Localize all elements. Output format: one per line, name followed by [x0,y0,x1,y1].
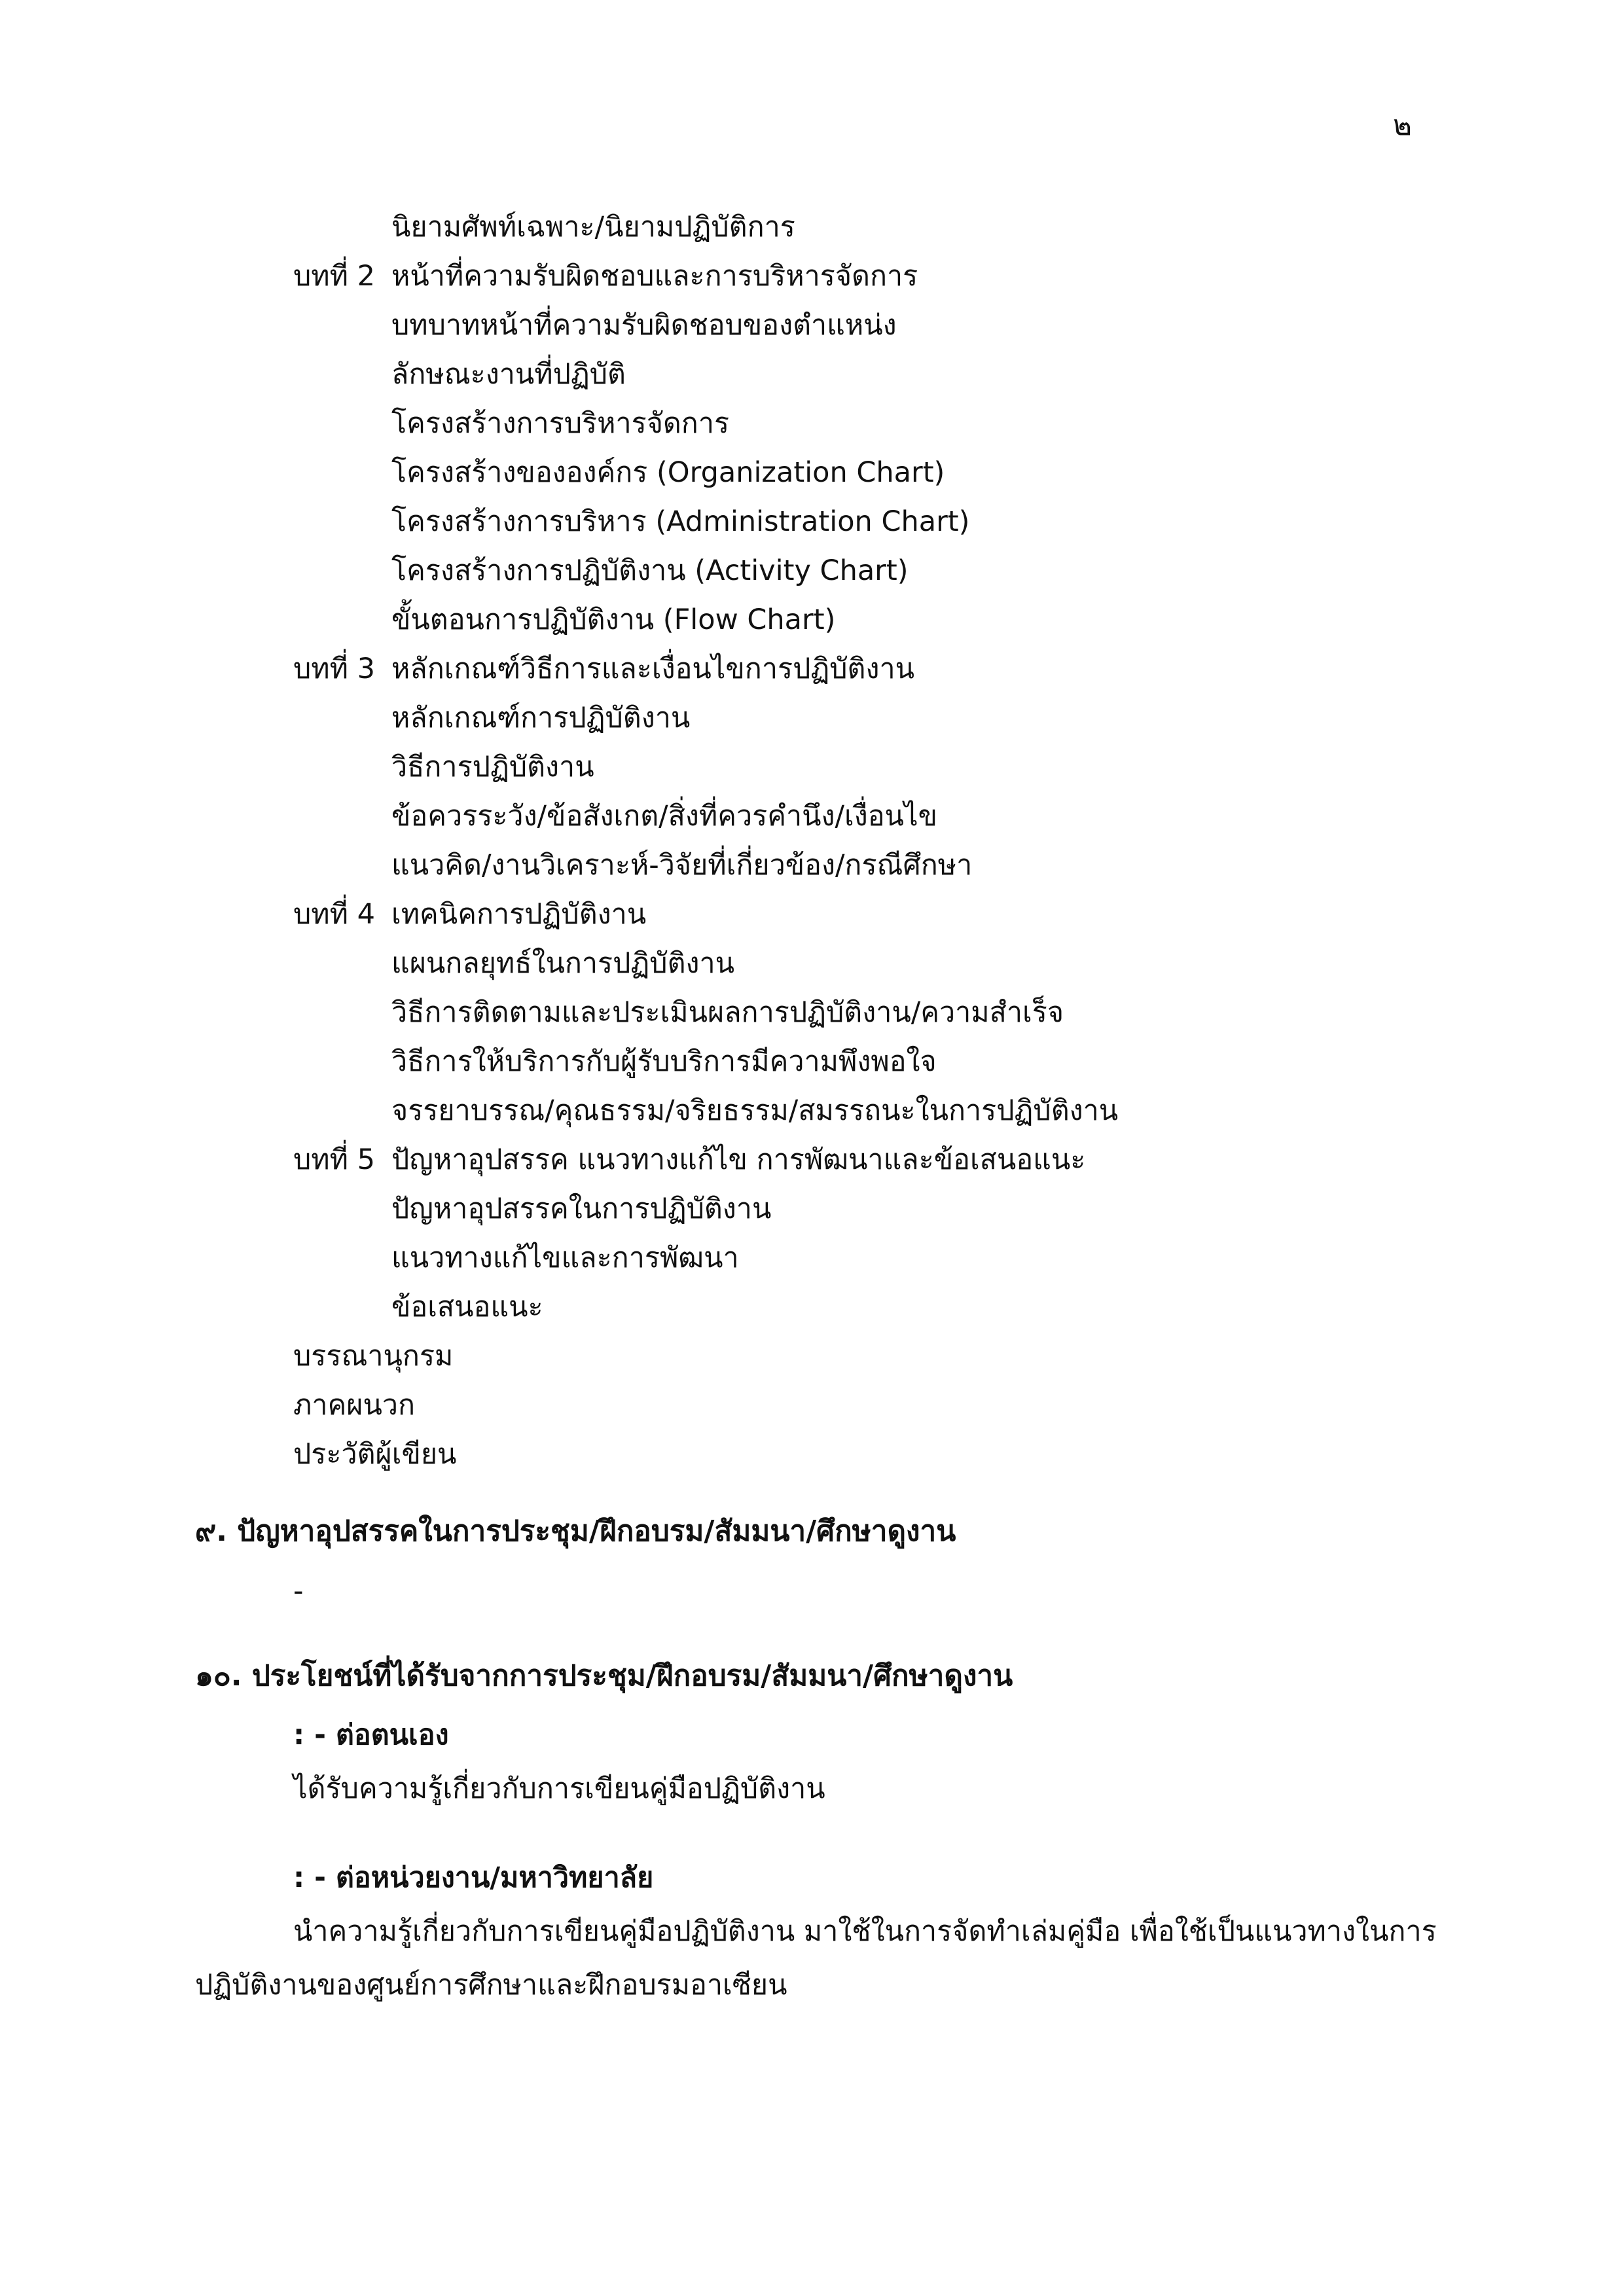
chapter-label: บทที่ 2 [293,260,376,293]
outline-item: แนวคิด/งานวิเคราะห์-วิจัยที่เกี่ยวข้อง/กรณีศึกษา [391,849,973,882]
chapter-label: บทที่ 3 [293,653,376,685]
outline-item: ข้อเสนอแนะ [391,1291,543,1323]
outline-item: หลักเกณฑ์การปฏิบัติงาน [391,702,691,734]
outline-item: วิธีการให้บริการกับผู้รับบริการมีความพึงพอใจ [391,1045,937,1078]
paragraph-organization-line-2: ปฏิบัติงานของศูนย์การศึกษาและฝึกอบรมอาเซียน [195,1969,787,2001]
chapter-title: เทคนิคการปฏิบัติงาน [391,898,647,931]
subheading-self: : - ต่อตนเอง [293,1719,449,1751]
outline-item: ข้อควรระวัง/ข้อสังเกต/สิ่งที่ควรคำนึง/เงื่อนไข [391,800,937,833]
outline-item: แนวทางแก้ไขและการพัฒนา [391,1242,739,1274]
outline-item: ประวัติผู้เขียน [293,1438,457,1471]
page-number: ๒ [1393,109,1413,142]
outline-item: วิธีการปฏิบัติงาน [391,751,594,783]
chapter-title: หลักเกณฑ์วิธีการและเงื่อนไขการปฏิบัติงาน [391,653,915,685]
outline-item: โครงสร้างการบริหารจัดการ [391,407,730,440]
outline-item: วิธีการติดตามและประเมินผลการปฏิบัติงาน/ความสำเร็จ [391,996,1064,1029]
outline-item: นิยามศัพท์เฉพาะ/นิยามปฏิบัติการ [391,211,795,243]
chapter-title: ปัญหาอุปสรรค แนวทางแก้ไข การพัฒนาและข้อเสนอแนะ [391,1143,1086,1176]
outline-item: ลักษณะงานที่ปฏิบัติ [391,358,626,391]
paragraph-organization-line-1: นำความรู้เกี่ยวกับการเขียนคู่มือปฏิบัติงาน มาใช้ในการจัดทำเล่มคู่มือ เพื่อใช้เป็นแนวทางในการ [293,1915,1437,1948]
chapter-label: บทที่ 5 [293,1143,376,1176]
section-content: - [293,1575,304,1607]
paragraph-self: ได้รับความรู้เกี่ยวกับการเขียนคู่มือปฏิบัติงาน [293,1772,825,1805]
outline-item: โครงสร้างการบริหาร (Administration Chart) [391,505,970,538]
subheading-organization: : - ต่อหน่วยงาน/มหาวิทยาลัย [293,1861,654,1894]
section-heading: ๑๐. ประโยชน์ที่ได้รับจากการประชุม/ฝึกอบรม/สัมมนา/ศึกษาดูงาน [195,1659,1013,1693]
outline-item: บรรณานุกรม [293,1340,454,1372]
outline-item: แผนกลยุทธ์ในการปฏิบัติงาน [391,947,735,980]
chapter-label: บทที่ 4 [293,898,376,931]
outline-item: ขั้นตอนการปฏิบัติงาน (Flow Chart) [391,603,836,636]
section-heading: ๙. ปัญหาอุปสรรคในการประชุม/ฝึกอบรม/สัมมนา/ศึกษาดูงาน [195,1515,956,1548]
outline-item: ปัญหาอุปสรรคในการปฏิบัติงาน [391,1193,772,1225]
outline-item: ภาคผนวก [293,1389,416,1422]
chapter-title: หน้าที่ความรับผิดชอบและการบริหารจัดการ [391,260,918,293]
outline-item: จรรยาบรรณ/คุณธรรม/จริยธรรม/สมรรถนะในการปฏิบัติงาน [391,1094,1119,1127]
outline-item: บทบาทหน้าที่ความรับผิดชอบของตำแหน่ง [391,309,897,342]
outline-item: โครงสร้างขององค์กร (Organization Chart) [391,456,945,489]
outline-item: โครงสร้างการปฏิบัติงาน (Activity Chart) [391,554,909,587]
